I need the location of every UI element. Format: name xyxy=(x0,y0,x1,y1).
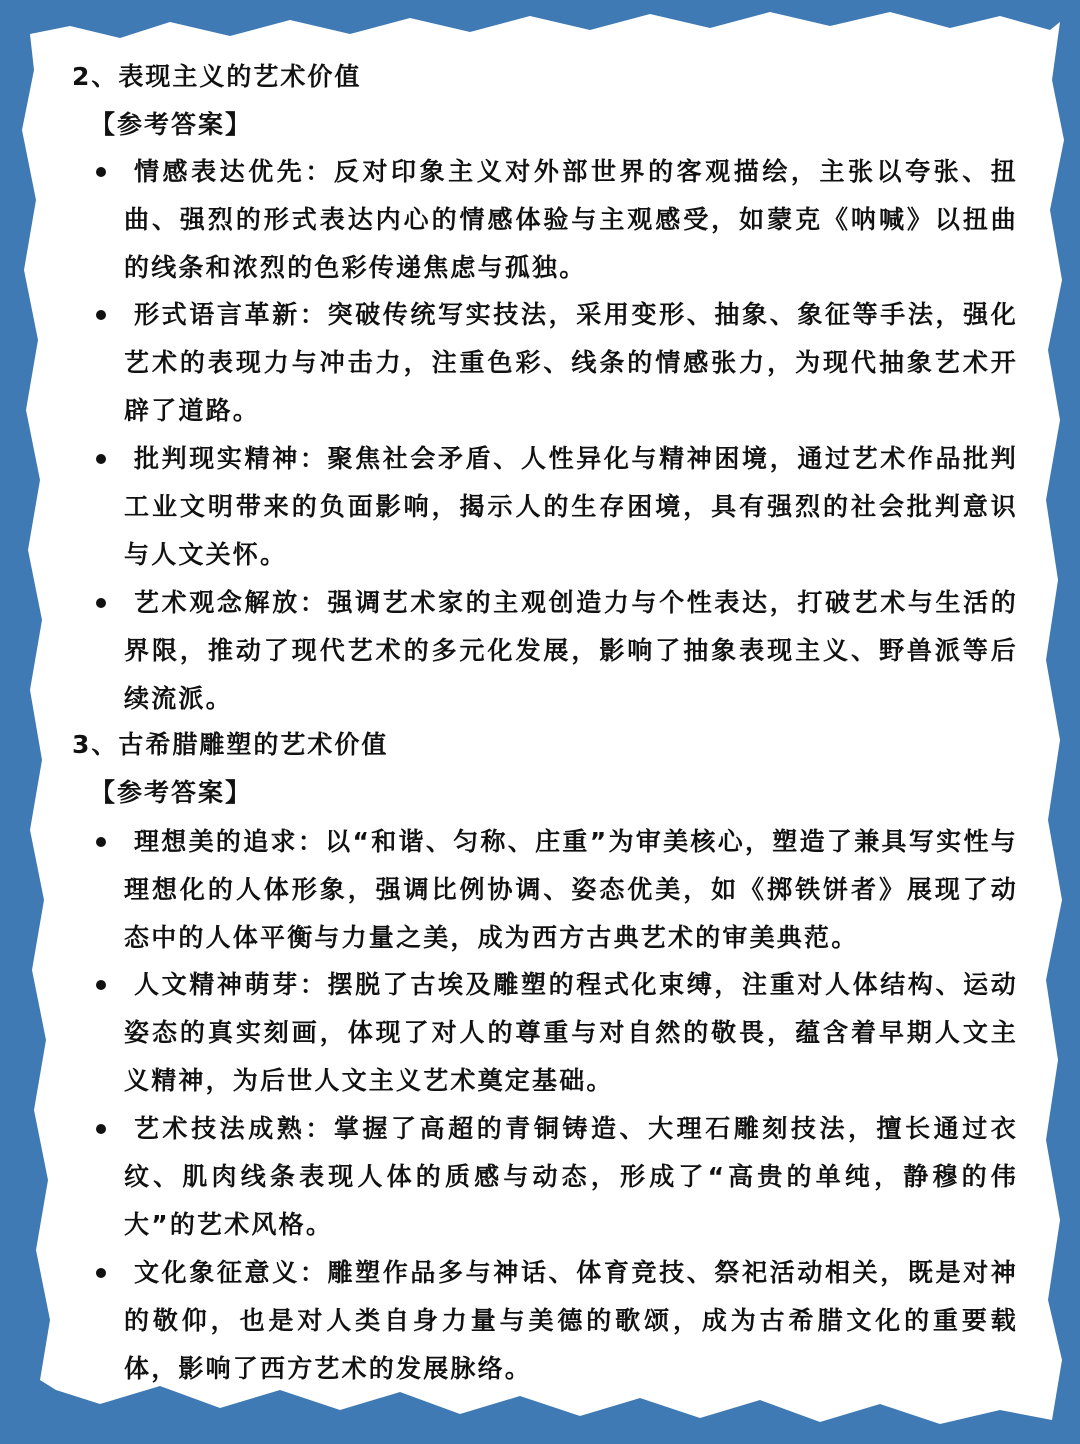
bullet-dot xyxy=(96,598,106,608)
bullet-item: 艺术技法成熟：掌握了高超的青铜铸造、大理石雕刻技法，擅长通过衣纹、肌肉线条表现人体的质感与动态，形成了“高贵的单纯，静穆的伟大”的艺术风格。 xyxy=(124,1114,1018,1239)
answer-label: 【参考答案】 xyxy=(90,778,253,807)
bullet-item: 情感表达优先：反对印象主义对外部世界的客观描绘，主张以夸张、扭曲、强烈的形式表达内心的情感体验与主观感受，如蒙克《呐喊》以扭曲的线条和浓烈的色彩传递焦虑与孤独。 xyxy=(124,157,1018,282)
section-heading-expressionism: 2、表现主义的艺术价值 xyxy=(72,62,362,91)
bullet-dot xyxy=(96,980,106,990)
bullet-item: 批判现实精神：聚焦社会矛盾、人性异化与精神困境，通过艺术作品批判工业文明带来的负面影响，揭示人的生存困境，具有强烈的社会批判意识与人文关怀。 xyxy=(124,444,1018,569)
section-heading-greek-sculpture: 3、古希腊雕塑的艺术价值 xyxy=(72,730,389,759)
answer-label: 【参考答案】 xyxy=(90,110,253,139)
bullet-item: 形式语言革新：突破传统写实技法，采用变形、抽象、象征等手法，强化艺术的表现力与冲击力，注重色彩、线条的情感张力，为现代抽象艺术开辟了道路。 xyxy=(124,300,1018,425)
bullet-item: 人文精神萌芽：摆脱了古埃及雕塑的程式化束缚，注重对人体结构、运动姿态的真实刻画，体现了对人的尊重与对自然的敬畏，蕴含着早期人文主义精神，为后世人文主义艺术奠定基础。 xyxy=(124,970,1018,1095)
bullet-dot xyxy=(96,454,106,464)
bullet-dot xyxy=(96,837,106,847)
bullet-dot xyxy=(96,1268,106,1278)
bullet-item: 艺术观念解放：强调艺术家的主观创造力与个性表达，打破艺术与生活的界限，推动了现代艺术的多元化发展，影响了抽象表现主义、野兽派等后续流派。 xyxy=(124,588,1018,713)
bullet-item: 理想美的追求：以“和谐、匀称、庄重”为审美核心，塑造了兼具写实性与理想化的人体形象，强调比例协调、姿态优美，如《掷铁饼者》展现了动态中的人体平衡与力量之美，成为西方古典艺术的审美典范。 xyxy=(124,827,1018,952)
bullet-dot xyxy=(96,310,106,320)
bullet-dot xyxy=(96,1124,106,1134)
bullet-item: 文化象征意义：雕塑作品多与神话、体育竞技、祭祀活动相关，既是对神的敬仰，也是对人类自身力量与美德的歌颂，成为古希腊文化的重要载体，影响了西方艺术的发展脉络。 xyxy=(124,1258,1018,1383)
bullet-dot xyxy=(96,167,106,177)
